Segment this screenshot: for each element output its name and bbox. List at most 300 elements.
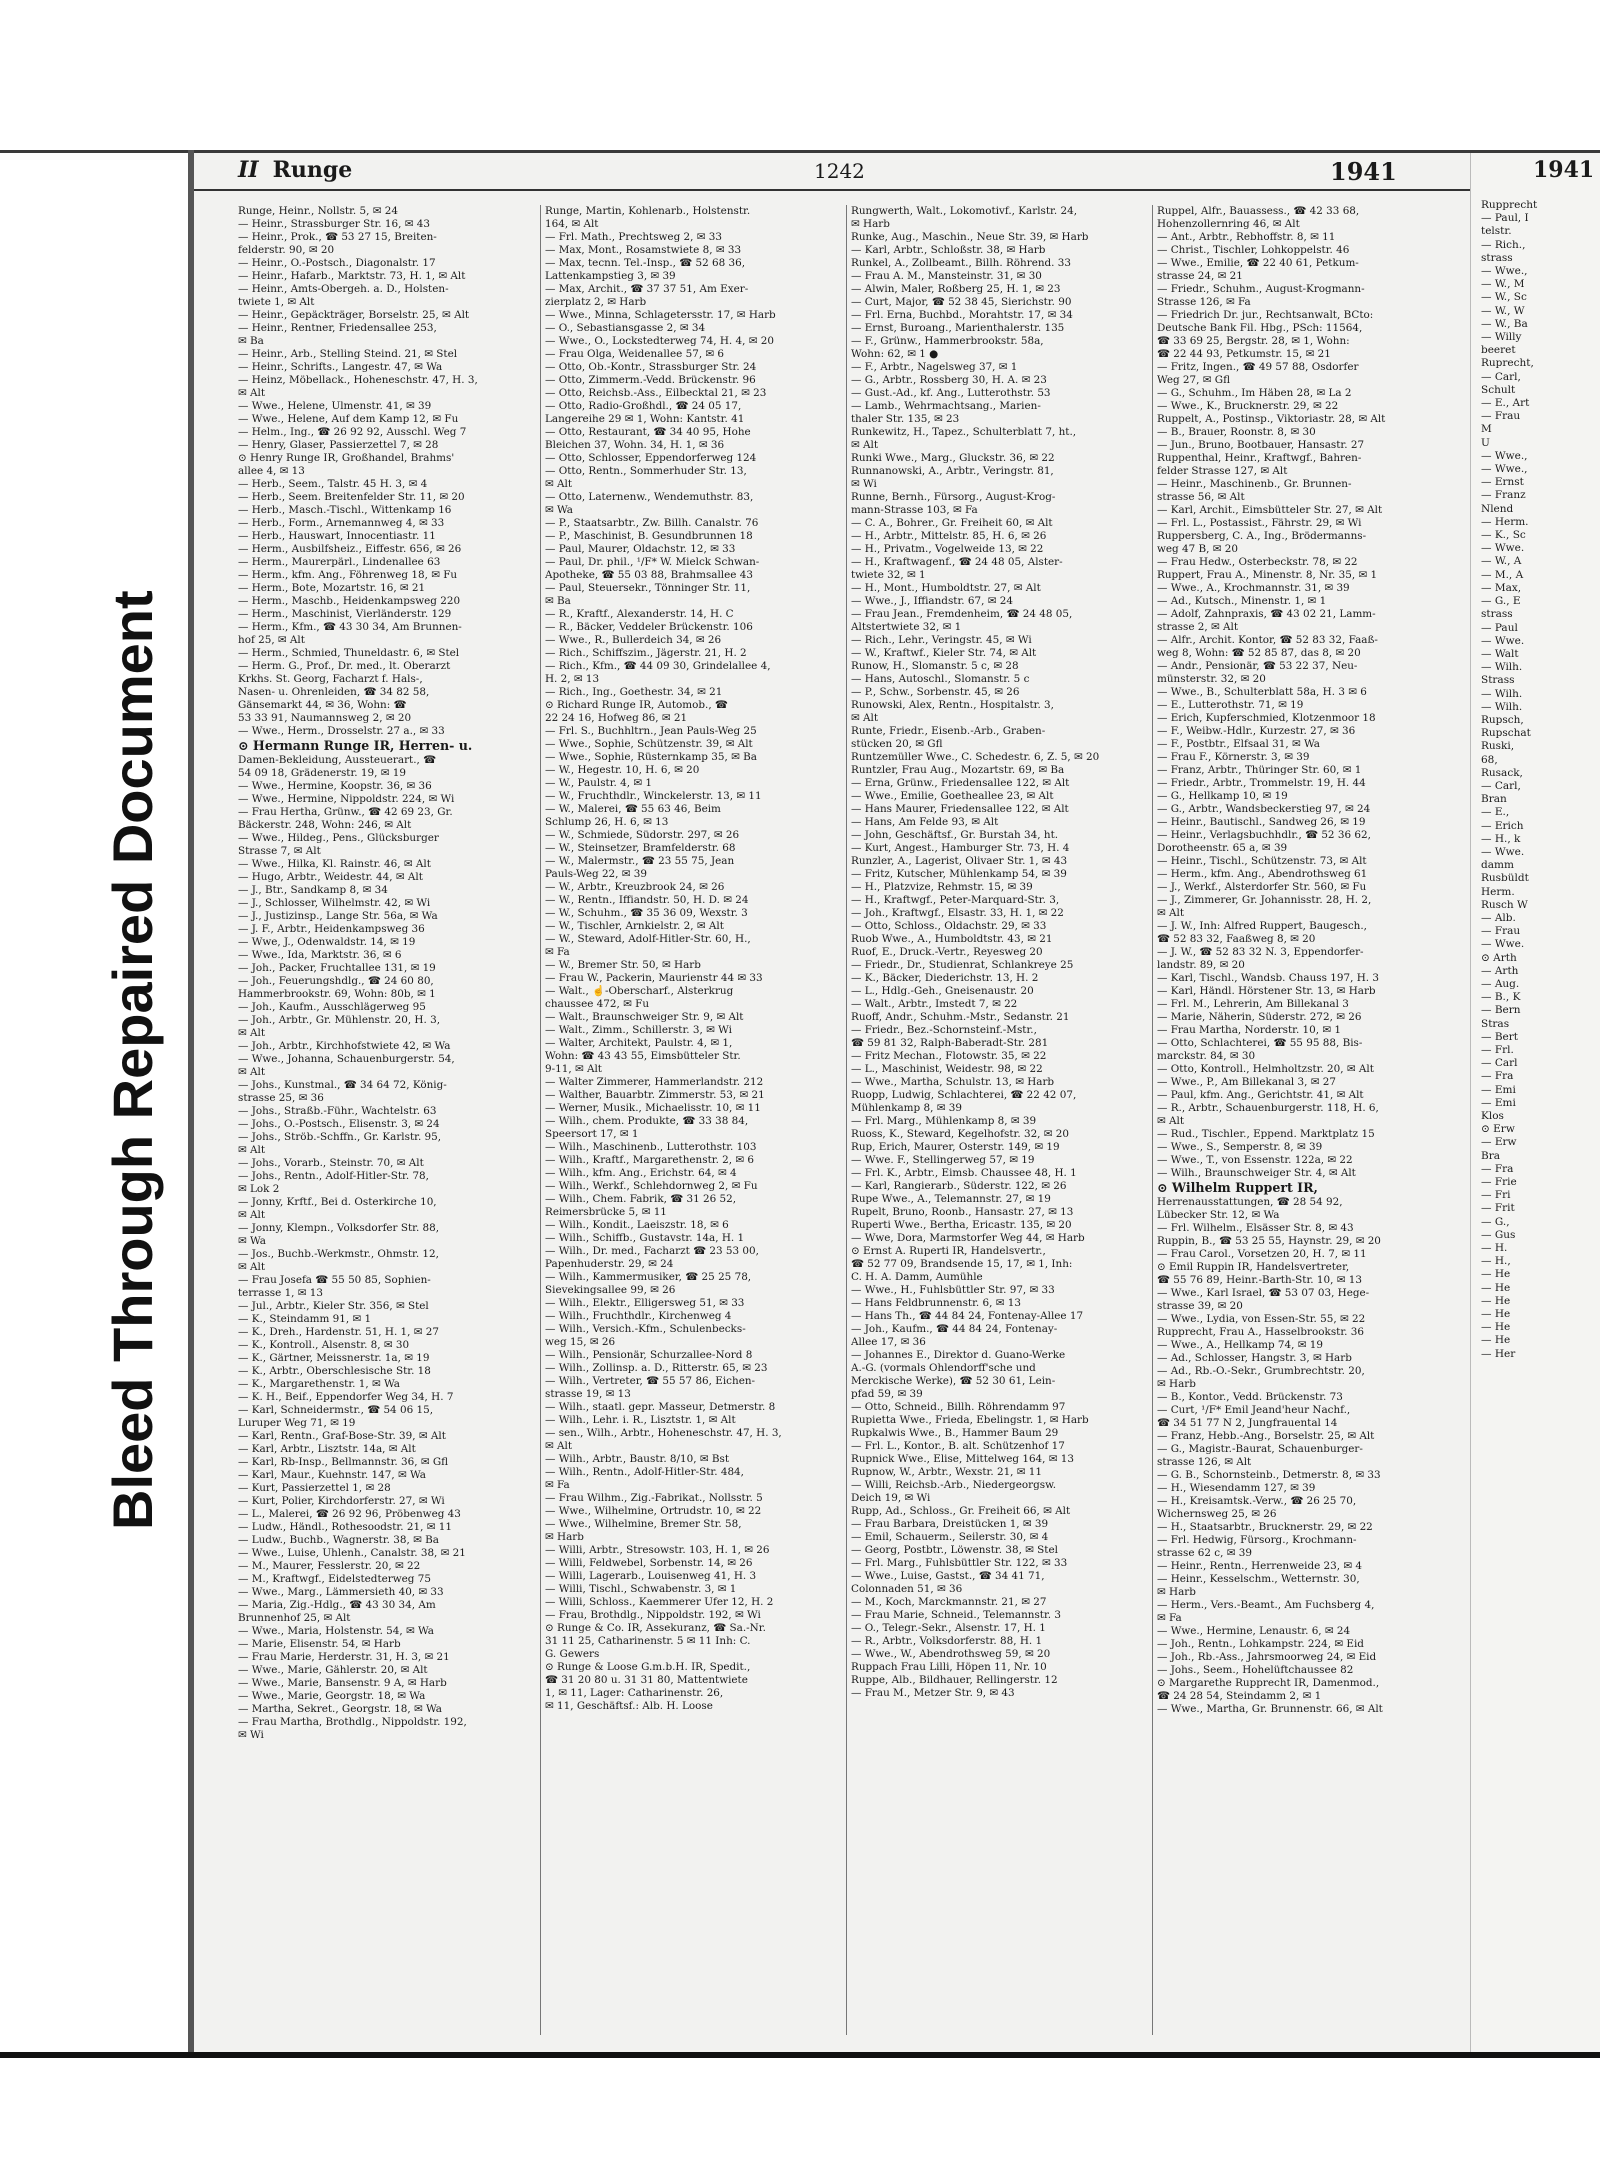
directory-entry: — Frau F., Körnerstr. 3, ✉ 39 [1157,751,1310,763]
directory-entry: — Andr., Pensionär, ☎ 53 22 37, Neu- [1157,660,1358,672]
directory-entry: — L., Hdlg.-Geh., Gneisenaustr. 20 [851,985,1034,997]
directory-entry: — Kurt, Passierzettel 1, ✉ 28 [238,1482,391,1494]
directory-entry: Apotheke, ☎ 55 03 88, Brahmsallee 43 [545,569,753,581]
directory-entry: Ruppenthal, Heinr., Kraftwgf., Bahren- [1157,452,1362,464]
directory-entry: — W., Malermstr., ☎ 23 55 75, Jean [545,855,735,867]
directory-entry: 9-11, ✉ Alt [545,1063,602,1075]
directory-entry: pfad 59, ✉ 39 [851,1388,923,1400]
directory-entry: ✉ Alt [238,1027,266,1039]
directory-entry: — Karl, Schneidermstr., ☎ 54 06 15, [238,1404,434,1416]
directory-entry: — Heinr., Prok., ☎ 53 27 15, Breiten- [238,231,437,243]
directory-entry: — Wwe., T., von Essenstr. 122a, ✉ 22 [1157,1154,1353,1166]
directory-column-2 [540,205,846,2035]
directory-entry: Gänsemarkt 44, ✉ 36, Wohn: ☎ [238,699,407,711]
directory-entry: ✉ Fa [1157,1612,1182,1624]
directory-entry: ✉ Alt [238,1209,266,1221]
directory-entry: — J., Justizinsp., Lange Str. 56a, ✉ Wa [238,910,438,922]
directory-entry: ✉ Wi [238,1729,264,1741]
directory-entry: — Friedr., Dr., Studienrat, Schlankreye 25 [851,959,1074,971]
directory-entry: — Walter Zimmerer, Hammerlandstr. 212 [545,1076,764,1088]
directory-entry: — Walter, Architekt, Paulstr. 4, ✉ 1, [545,1037,733,1049]
adjacent-page-line: — Wwe., [1481,265,1528,278]
directory-entry: ✉ Wi [851,478,877,490]
adjacent-page-line: — K., Sc [1481,529,1526,542]
adjacent-page-line: — Carl, [1481,779,1521,792]
directory-entry: 1, ✉ 11, Lager: Catharinenstr. 26, [545,1687,724,1699]
adjacent-page-line: Ruski, [1481,740,1515,753]
directory-entry: — Herm., Kfm., ☎ 43 30 34, Am Brunnen- [238,621,462,633]
directory-entry: — Joh., Arbtr., Gr. Mühlenstr. 20, H. 3, [238,1014,441,1026]
directory-entry: — F., Postbtr., Elfsaal 31, ✉ Wa [1157,738,1320,750]
directory-entry: — H., Kraftwgf., Peter-Marquard-Str. 3, [851,894,1060,906]
adjacent-page-line: — Max, [1481,581,1522,594]
directory-entry: — Gust.-Ad., kf. Ang., Lutterothstr. 53 [851,387,1051,399]
directory-entry: Mühlenkamp 8, ✉ 39 [851,1102,962,1114]
directory-entry: — Alwin, Maler, Roßberg 25, H. 1, ✉ 23 [851,283,1061,295]
directory-entry: — K., Margarethenstr. 1, ✉ Wa [238,1378,400,1390]
directory-entry: — Karl, Arbtr., Schloßstr. 38, ✉ Harb [851,244,1046,256]
adjacent-page-year: 1941 [1533,157,1595,183]
directory-entry: — Frau Carol., Vorsetzen 20, H. 7, ✉ 11 [1157,1248,1367,1260]
adjacent-page-line: ⊙ Erw [1481,1123,1515,1136]
directory-entry: allee 4, ✉ 13 [238,465,305,477]
directory-entry: — Otto, Ob.-Kontr., Strassburger Str. 24 [545,361,757,373]
directory-entry: — Otto, Schneid., Billh. Röhrendamm 97 [851,1401,1066,1413]
directory-entry: — C. A., Bohrer., Gr. Freiheit 60, ✉ Alt [851,517,1053,529]
directory-entry: — L., Maschinist, Weidestr. 98, ✉ 22 [851,1063,1043,1075]
directory-entry: Ruoff, Andr., Schuhm.-Mstr., Sedanstr. 21 [851,1011,1070,1023]
directory-entry: ⊙ Henry Runge IR, Großhandel, Brahms' [238,452,455,464]
directory-column-4 [1152,205,1458,2035]
directory-entry: — Joh., Rentn., Lohkampstr. 224, ✉ Eid [1157,1638,1364,1650]
adjacent-page-line: — Wwe. [1481,938,1525,951]
directory-entry: — Frau Martha, Norderstr. 10, ✉ 1 [1157,1024,1341,1036]
directory-entry: — Herb., Hauswart, Innocentiastr. 11 [238,530,436,542]
header-section [238,157,352,183]
adjacent-page-line: — Wwe. [1481,634,1525,647]
adjacent-page-line: — G., [1481,1215,1510,1228]
directory-entry: Ruppersberg, C. A., Ing., Brödermanns- [1157,530,1367,542]
directory-entry: Rup, Erich, Maurer, Osterstr. 149, ✉ 19 [851,1141,1060,1153]
adjacent-page-line: — Emi [1481,1083,1516,1096]
directory-entry: — W., Rentn., Iffiandstr. 50, H. D. ✉ 24 [545,894,749,906]
adjacent-page-line: 68, [1481,753,1498,766]
directory-entry: — K., Arbtr., Oberschlesische Str. 18 [238,1365,431,1377]
directory-entry: ✉ Alt [1157,907,1185,919]
directory-entry: Weg 27, ✉ Gfl [1157,374,1231,386]
directory-entry: — Karl, Archit., Eimsbütteler Str. 27, ✉ Alt [1157,504,1383,516]
directory-entry: — Joh., Packer, Fruchtallee 131, ✉ 19 [238,962,436,974]
directory-entry: — O., Sebastiansgasse 2, ✉ 34 [545,322,706,334]
directory-entry: ☎ 59 81 32, Ralph-Baberadt-Str. 281 [851,1037,1049,1049]
directory-entry: — Johs., Vorarb., Steinstr. 70, ✉ Alt [238,1157,424,1169]
directory-entry: Runkewitz, H., Tapez., Schulterblatt 7, ht., [851,426,1077,438]
adjacent-page-line: — Walt [1481,647,1519,660]
directory-entry: — John, Geschäftsf., Gr. Burstah 34, ht. [851,829,1059,841]
directory-entry: Ruperti Wwe., Bertha, Ericastr. 135, ✉ 20 [851,1219,1072,1231]
adjacent-page-line: — Frie [1481,1176,1517,1189]
scan-frame-bottom [0,2052,1600,2058]
adjacent-page-line: — Carl [1481,1057,1518,1070]
directory-entry: — Frau Hertha, Grünw., ☎ 42 69 23, Gr. [238,806,453,818]
directory-entry: Schlump 26, H. 6, ✉ 13 [545,816,669,828]
directory-entry: strasse 2, ✉ Alt [1157,621,1239,633]
adjacent-page-line: telstr. [1481,225,1512,238]
directory-entry: — Wwe., Hilka, Kl. Rainstr. 46, ✉ Alt [238,858,431,870]
directory-entry: — R., Bäcker, Veddeler Brückenstr. 106 [545,621,753,633]
directory-entry: ☎ 33 69 25, Bergstr. 28, ✉ 1, Wohn: [1157,335,1350,347]
directory-entry: — Karl, Arbtr., Lisztstr. 14a, ✉ Alt [238,1443,416,1455]
directory-entry: — Heinr., Arb., Stelling Steind. 21, ✉ Stel [238,348,458,360]
directory-entry: — O., Telegr.-Sekr., Alsenstr. 17, H. 1 [851,1622,1046,1634]
directory-entry: Rungwerth, Walt., Lokomotivf., Karlstr. 24, [851,205,1077,217]
directory-entry: — Martha, Sekret., Georgstr. 18, ✉ Wa [238,1703,442,1715]
directory-entry: Krkhs. St. Georg, Facharzt f. Hals-, [238,673,423,685]
directory-entry: ✉ Alt [851,439,879,451]
directory-entry: — Wwe., O., Lockstedterweg 74, H. 4, ✉ 20 [545,335,774,347]
directory-entry: — Joh., Kaufm., Ausschlägerweg 95 [238,1001,426,1013]
directory-entry: — Frau Wilhm., Zig.-Fabrikat., Nollsstr. 5 [545,1492,763,1504]
directory-entry: weg 15, ✉ 26 [545,1336,616,1348]
directory-entry: Runkel, A., Zollbeamt., Billh. Röhrend. 33 [851,257,1072,269]
directory-entry: Hammerbrookstr. 69, Wohn: 80b, ✉ 1 [238,988,436,1000]
adjacent-page-line: — Bern [1481,1004,1521,1017]
directory-entry: — Frau Josefa ☎ 55 50 85, Sophien- [238,1274,431,1286]
directory-entry: — Frl. M., Lehrerin, Am Billekanal 3 [1157,998,1349,1010]
directory-entry: — Karl, Händl. Hörstener Str. 13, ✉ Harb [1157,985,1376,997]
directory-entry: Bleichen 37, Wohn. 34, H. 1, ✉ 36 [545,439,725,451]
directory-entry: — Wwe., J., Iffiandstr. 67, ✉ 24 [851,595,1013,607]
adjacent-page-line: — Wilh. [1481,700,1523,713]
directory-entry: — Walt., Braunschweiger Str. 9, ✉ Alt [545,1011,744,1023]
directory-entry: — Franz, Arbtr., Thüringer Str. 60, ✉ 1 [1157,764,1362,776]
directory-entry: — Otto, Zimmerm.-Vedd. Brückenstr. 96 [545,374,756,386]
directory-entry: — Hans Maurer, Friedensallee 122, ✉ Alt [851,803,1069,815]
directory-entry: weg 47 B, ✉ 20 [1157,543,1238,555]
adjacent-page-line: Rupschat [1481,727,1531,740]
directory-entry: Runnanowski, A., Arbtr., Veringstr. 81, [851,465,1054,477]
directory-entry: münsterstr. 32, ✉ 20 [1157,673,1266,685]
directory-entry: Ruopp, Ludwig, Schlachterei, ☎ 22 42 07, [851,1089,1077,1101]
directory-entry: — Wwe., A., Hellkamp 74, ✉ 19 [1157,1339,1323,1351]
directory-entry: — Herm., Bote, Mozartstr. 16, ✉ 21 [238,582,426,594]
adjacent-page-line: — Erw [1481,1136,1517,1149]
directory-entry: strasse 24, ✉ 21 [1157,270,1243,282]
directory-entry: — Joh., Kaufm., ☎ 44 84 24, Fontenay- [851,1323,1058,1335]
stamp-line-repaired: Bleed Through Repaired Document [101,590,164,1530]
directory-entry: — Hans Feldbrunnenstr. 6, ✉ 13 [851,1297,1021,1309]
directory-entry: — K., Steindamm 91, ✉ 1 [238,1313,372,1325]
directory-entry: — Kurt, Polier, Kirchdorferstr. 27, ✉ Wi [238,1495,445,1507]
directory-entry: — Herm., Schmied, Thuneldastr. 6, ✉ Stel [238,647,460,659]
directory-entry: — G., Hellkamp 10, ✉ 19 [1157,790,1288,802]
adjacent-page-line: ⊙ Arth [1481,951,1517,964]
directory-entry: — Wwe., S., Semperstr. 8, ✉ 39 [1157,1141,1323,1153]
adjacent-page-line: Rupsch, [1481,713,1524,726]
directory-entry: — Willi, Feldwebel, Sorbenstr. 14, ✉ 26 [545,1557,753,1569]
directory-entry: ✉ Ba [545,595,571,607]
directory-entry: — Frl. Math., Prechtsweg 2, ✉ 33 [545,231,722,243]
adjacent-page-line: — W., Ba [1481,317,1528,330]
directory-entry: — Joh., Arbtr., Kirchhofstwiete 42, ✉ Wa [238,1040,451,1052]
directory-entry: — Wwe., Hermine, Lenaustr. 6, ✉ 24 [1157,1625,1351,1637]
directory-entry: Speersort 17, ✉ 1 [545,1128,639,1140]
directory-entry: — Wwe., Hermine, Nippoldstr. 224, ✉ Wi [238,793,455,805]
directory-entry: — Friedr., Arbtr., Trommelstr. 19, H. 44 [1157,777,1366,789]
directory-entry: — Frl. S., Buchhltrn., Jean Pauls-Weg 25 [545,725,757,737]
adjacent-page-line: — Alb. [1481,911,1516,924]
directory-entry: Ruppach Frau Lilli, Höpen 11, Nr. 10 [851,1661,1047,1673]
directory-entry: — Wilh., Pensionär, Schurzallee-Nord 8 [545,1349,753,1361]
directory-entry: 164, ✉ Alt [545,218,599,230]
directory-entry: — Jonny, Klempn., Volksdorfer Str. 88, [238,1222,440,1234]
directory-entry: — H., Kraftwagenf., ☎ 24 48 05, Alster- [851,556,1063,568]
directory-entry: — Wwe., Sophie, Schützenstr. 39, ✉ Alt [545,738,753,750]
adjacent-page-line: Bra [1481,1149,1500,1162]
directory-entry: — H., Platzvize, Rehmstr. 15, ✉ 39 [851,881,1033,893]
adjacent-page-line: Bran [1481,793,1507,806]
directory-entry: weg 8, Wohn: ☎ 52 85 87, das 8, ✉ 20 [1157,647,1361,659]
directory-entry: — Curt, Major, ☎ 52 38 45, Sierichstr. 90 [851,296,1072,308]
directory-entry: — Wilh., Chem. Fabrik, ☎ 31 26 52, [545,1193,737,1205]
directory-entry: — Wilh., chem. Produkte, ☎ 33 38 84, [545,1115,749,1127]
directory-entry: — M., Koch, Marckmannstr. 21, ✉ 27 [851,1596,1047,1608]
directory-entry: Rupnick Wwe., Elise, Mittelweg 164, ✉ 13 [851,1453,1075,1465]
directory-entry: — Christ., Tischler, Lohkoppelstr. 46 [1157,244,1350,256]
adjacent-page-line: — Paul [1481,621,1518,634]
directory-entry: — P., Staatsarbtr., Zw. Billh. Canalstr. 76 [545,517,759,529]
directory-entry: — Wilh., Fruchthdlr., Kirchenweg 4 [545,1310,732,1322]
directory-entry: — Wwe., Emilie, ☎ 22 40 61, Petkum- [1157,257,1359,269]
directory-entry: — Hans Th., ☎ 44 84 24, Fontenay-Allee 17 [851,1310,1084,1322]
directory-entry: ⊙ Runge & Loose G.m.b.H. IR, Spedit., [545,1661,751,1673]
directory-entry: — Wwe., Helene, Ulmenstr. 41, ✉ 39 [238,400,432,412]
directory-entry: — Herb., Masch.-Tischl., Wittenkamp 16 [238,504,452,516]
directory-entry: — Rich., Schiffszim., Jägerstr. 21, H. 2 [545,647,747,659]
directory-entry: — Walt., Arbtr., Imstedt 7, ✉ 22 [851,998,1018,1010]
adjacent-page-line: — Ernst [1481,476,1524,489]
directory-entry: — Frau Marie, Schneid., Telemannstr. 3 [851,1609,1062,1621]
directory-entry: — Johs., Straßb.-Führ., Wachtelstr. 63 [238,1105,437,1117]
adjacent-page-line: — He [1481,1308,1511,1321]
directory-page [194,153,1470,2052]
directory-entry: — Rich., Kfm., ☎ 44 09 30, Grindelallee 4, [545,660,771,672]
directory-entry: — Wilh., Zollinsp. a. D., Ritterstr. 65, ✉ 23 [545,1362,768,1374]
header-page-number: 1242 [814,159,865,183]
directory-entry: Ruppe, Alb., Bildhauer, Rellingerstr. 12 [851,1674,1058,1686]
directory-entry: — Fritz, Kutscher, Mühlenkamp 54, ✉ 39 [851,868,1067,880]
directory-entry: — Emil, Schauerm., Seilerstr. 30, ✉ 4 [851,1531,1049,1543]
directory-entry: zierplatz 2, ✉ Harb [545,296,647,308]
directory-entry: Pauls-Weg 22, ✉ 39 [545,868,648,880]
adjacent-page-line: U [1481,436,1490,449]
directory-entry: — J. F., Arbtr., Heidenkampsweg 36 [238,923,425,935]
directory-entry: — Otto, Kontroll., Helmholtzstr. 20, ✉ Alt [1157,1063,1374,1075]
directory-entry: — Joh., Kraftwgf., Elsastr. 33, H. 1, ✉ 22 [851,907,1064,919]
directory-entry: — H., Mont., Humboldtstr. 27, ✉ Alt [851,582,1041,594]
directory-entry: strasse 19, ✉ 13 [545,1388,631,1400]
directory-entry: hof 25, ✉ Alt [238,634,305,646]
adjacent-page-line: Nlend [1481,502,1514,515]
directory-entry: — H., Privatm., Vogelweide 13, ✉ 22 [851,543,1044,555]
directory-entry: ✉ Alt [238,1261,266,1273]
directory-entry: — Johs., Ströb.-Schffn., Gr. Karlstr. 95, [238,1131,442,1143]
directory-entry: Ruppel, Alfr., Bauassess., ☎ 42 33 68, [1157,205,1360,217]
adjacent-page-line: — H., [1481,1255,1511,1268]
directory-entry: ⊙ Emil Ruppin IR, Handelsvertreter, [1157,1261,1350,1273]
directory-entry: — Wwe., P., Am Billekanal 3, ✉ 27 [1157,1076,1336,1088]
directory-entry: — Heinr., Schrifts., Langestr. 47, ✉ Wa [238,361,443,373]
page-header [194,153,1470,191]
directory-entry: Runge, Martin, Kohlenarb., Holstenstr. [545,205,751,217]
directory-entry: — Karl, Rb-Insp., Bellmannstr. 36, ✉ Gfl [238,1456,449,1468]
directory-entry: — Wwe., Karl Israel, ☎ 53 07 03, Hege- [1157,1287,1370,1299]
adjacent-page-line: — He [1481,1268,1511,1281]
directory-entry: — Wwe., Wilhelmine, Ortrudstr. 10, ✉ 22 [545,1505,762,1517]
directory-entry: — W., Schuhm., ☎ 35 36 09, Wexstr. 3 [545,907,748,919]
directory-entry: Altstertwiete 32, ✉ 1 [851,621,962,633]
directory-entry: — Wilh., Schiffb., Gustavstr. 14a, H. 1 [545,1232,745,1244]
directory-entry: Runowski, Alex, Rentn., Hospitalstr. 3, [851,699,1054,711]
directory-column-3 [846,205,1152,2035]
adjacent-page-line: Ruprecht, [1481,357,1534,370]
directory-entry: — Ludw., Buchb., Wagnerstr. 38, ✉ Ba [238,1534,439,1546]
directory-entry: — R., Kraftf., Alexanderstr. 14, H. C [545,608,734,620]
directory-entry: — Frau Olga, Weidenallee 57, ✉ 6 [545,348,725,360]
directory-entry: — Wwe., K., Brucknerstr. 29, ✉ 22 [1157,400,1339,412]
directory-entry: — R., Arbtr., Volksdorferstr. 88, H. 1 [851,1635,1043,1647]
directory-entry: Rupietta Wwe., Frieda, Ebelingstr. 1, ✉ Harb [851,1414,1089,1426]
directory-entry: — Jonny, Krftf., Bei d. Osterkirche 10, [238,1196,437,1208]
directory-entry: — Frau Jean., Fremdenheim, ☎ 24 48 05, [851,608,1073,620]
adjacent-page-line: — Wwe., [1481,463,1528,476]
directory-entry: — Jul., Arbtr., Kieler Str. 356, ✉ Stel [238,1300,429,1312]
directory-entry: — K., Gärtner, Meissnerstr. 1a, ✉ 19 [238,1352,430,1364]
directory-entry: — Hans, Autoschl., Slomanstr. 5 c [851,673,1030,685]
directory-entry: ✉ Alt [545,1440,573,1452]
header-name: Runge [272,157,353,183]
directory-entry: — Georg, Postbtr., Löwenstr. 38, ✉ Stel [851,1544,1058,1556]
directory-entry: — Otto, Rentn., Sommerhuder Str. 13, [545,465,747,477]
directory-entry: C. H. A. Damm, Aumühle [851,1271,983,1283]
adjacent-page-lines [1481,199,1600,1361]
adjacent-page-line: — Paul, I [1481,212,1529,225]
directory-entry: — Wwe., Sophie, Rüsternkamp 35, ✉ Ba [545,751,757,763]
directory-entry: — W., Bremer Str. 50, ✉ Harb [545,959,701,971]
adjacent-page-line: — W., W [1481,304,1525,317]
directory-entry: — Wilh., Dr. med., Facharzt ☎ 23 53 00, [545,1245,759,1257]
directory-entry: — F., Arbtr., Nagelsweg 37, ✉ 1 [851,361,1018,373]
directory-entry: Langereihe 29 ✉ 1, Wohn: Kantstr. 41 [545,413,745,425]
directory-entry: — Heinr., Rentner, Friedensallee 253, [238,322,437,334]
directory-entry: — B., Brauer, Roonstr. 8, ✉ 30 [1157,426,1316,438]
directory-entry: — Wilh., Braunschweiger Str. 4, ✉ Alt [1157,1167,1356,1179]
directory-entry: — Heinr., Maschinenb., Gr. Brunnen- [1157,478,1352,490]
directory-entry: — Ant., Arbtr., Rebhoffstr. 8, ✉ 11 [1157,231,1336,243]
directory-entry: ☎ 55 76 89, Heinr.-Barth-Str. 10, ✉ 13 [1157,1274,1362,1286]
directory-entry: — Otto, Restaurant, ☎ 34 40 95, Hohe [545,426,751,438]
adjacent-page-line: Klos [1481,1110,1504,1123]
directory-entry: — Herm., kfm. Ang., Föhrenweg 18, ✉ Fu [238,569,458,581]
directory-entry: — Paul, kfm. Ang., Gerichtstr. 41, ✉ Alt [1157,1089,1364,1101]
adjacent-page-line: — Franz [1481,489,1526,502]
adjacent-page-line: — He [1481,1294,1511,1307]
directory-entry: — M., Kraftwgf., Eidelstedterweg 75 [238,1573,431,1585]
directory-entry: — Lamb., Wehrmachtsang., Marien- [851,400,1041,412]
directory-entry: Strasse 7, ✉ Alt [238,845,321,857]
directory-entry: ✉ Alt [545,478,573,490]
directory-entry: — Wwe., Marie, Georgstr. 18, ✉ Wa [238,1690,426,1702]
directory-entry: — W., Steward, Adolf-Hitler-Str. 60, H., [545,933,751,945]
adjacent-page-line: — Wwe. [1481,542,1525,555]
directory-entry: — Joh., Rb.-Ass., Jahrsmoorweg 24, ✉ Eid [1157,1651,1377,1663]
directory-entry: ✉ Fa [545,946,570,958]
directory-entry: — K., Kontroll., Alsenstr. 8, ✉ 30 [238,1339,410,1351]
directory-entry: — Wwe., Johanna, Schauenburgerstr. 54, [238,1053,455,1065]
adjacent-page-line: — Fra [1481,1070,1514,1083]
directory-entry: — Max, Archit., ☎ 37 37 51, Am Exer- [545,283,749,295]
directory-entry: — Heinz, Möbellack., Hoheneschstr. 47, H. 3, [238,374,478,386]
directory-entry: strasse 25, ✉ 36 [238,1092,324,1104]
directory-entry: — Herb., Seem. Breitenfelder Str. 11, ✉ 20 [238,491,465,503]
adjacent-page-line: — Gus [1481,1228,1516,1241]
directory-entry: — sen., Wilh., Arbtr., Hoheneschstr. 47, H. 3, [545,1427,782,1439]
directory-entry: — H., Staatsarbtr., Brucknerstr. 29, ✉ 22 [1157,1521,1373,1533]
directory-entry: — Wwe, J., Odenwaldstr. 14, ✉ 19 [238,936,416,948]
directory-entry: — Marie, Näherin, Süderstr. 272, ✉ 26 [1157,1011,1362,1023]
directory-entry: Ruppelt, A., Postinsp., Viktoriastr. 28, ✉ Alt [1157,413,1386,425]
adjacent-page-line: beeret [1481,344,1516,357]
directory-entry: ☎ 52 83 32, Faaßweg 8, ✉ 20 [1157,933,1316,945]
directory-entry: — Wwe., Helene, Auf dem Kamp 12, ✉ Fu [238,413,459,425]
directory-entry: Damen-Bekleidung, Aussteuerart., ☎ [238,754,437,766]
directory-entry: Wichernsweg 25, ✉ 26 [1157,1508,1277,1520]
directory-entry: — W., Steinsetzer, Bramfelderstr. 68 [545,842,736,854]
adjacent-page-line: — Wilh. [1481,661,1523,674]
directory-entry: — W., Kraftwf., Kieler Str. 74, ✉ Alt [851,647,1037,659]
directory-entry: ✉ Harb [1157,1378,1196,1390]
adjacent-page-line: — Frau [1481,925,1521,938]
directory-entry: — Wwe., Herm., Drosselstr. 27 a., ✉ 33 [238,725,445,737]
directory-entry: — Wilh., Arbtr., Baustr. 8/10, ✉ Bst [545,1453,730,1465]
directory-entry: — G. B., Schornsteinb., Detmerstr. 8, ✉ 33 [1157,1469,1381,1481]
directory-entry: — Ad., Kutsch., Minenstr. 1, ✉ 1 [1157,595,1327,607]
directory-entry: — W., Arbtr., Kreuzbrook 24, ✉ 26 [545,881,725,893]
adjacent-page-line: — Wilh. [1481,687,1523,700]
adjacent-page-line: — H., k [1481,832,1521,845]
directory-entry: Dorotheenstr. 65 a, ✉ 39 [1157,842,1288,854]
directory-entry: — Ad., Rb.-O.-Sekr., Grumbrechtstr. 20, [1157,1365,1365,1377]
directory-entry: Nasen- u. Ohrenleiden, ☎ 34 82 58, [238,686,430,698]
directory-entry: — B., Kontor., Vedd. Brückenstr. 73 [1157,1391,1343,1403]
adjacent-page-line: — He [1481,1281,1511,1294]
directory-entry: — H., Wiesendamm 127, ✉ 39 [1157,1482,1316,1494]
directory-entry: — Otto, Schlachterei, ☎ 55 95 88, Bis- [1157,1037,1363,1049]
directory-entry: A.-G. (vormals Ohlendorff'sche und [851,1362,1036,1374]
directory-entry: — Erich, Kupferschmied, Klotzenmoor 18 [1157,712,1376,724]
directory-entry: Rupp, Ad., Schloss., Gr. Freiheit 66, ✉ Alt [851,1505,1071,1517]
directory-entry: — Wwe., H., Fuhlsbüttler Str. 97, ✉ 33 [851,1284,1055,1296]
directory-entry: ✉ Fa [545,1479,570,1491]
directory-entry: — Wwe., Marie, Gählerstr. 20, ✉ Alt [238,1664,428,1676]
directory-entry: — Maria, Zig.-Hdlg., ☎ 43 30 34, Am [238,1599,436,1611]
directory-entry: — J., Zimmerer, Gr. Johannisstr. 28, H. 2, [1157,894,1372,906]
directory-entry: — Jun., Bruno, Bootbauer, Hansastr. 27 [1157,439,1365,451]
directory-entry: — Frl. Hedwig, Fürsorg., Krochmann- [1157,1534,1357,1546]
directory-entry: Sievekingsallee 99, ✉ 26 [545,1284,676,1296]
adjacent-page-line: damm [1481,859,1514,872]
directory-entry: — Wwe., R., Bullerdeich 34, ✉ 26 [545,634,722,646]
